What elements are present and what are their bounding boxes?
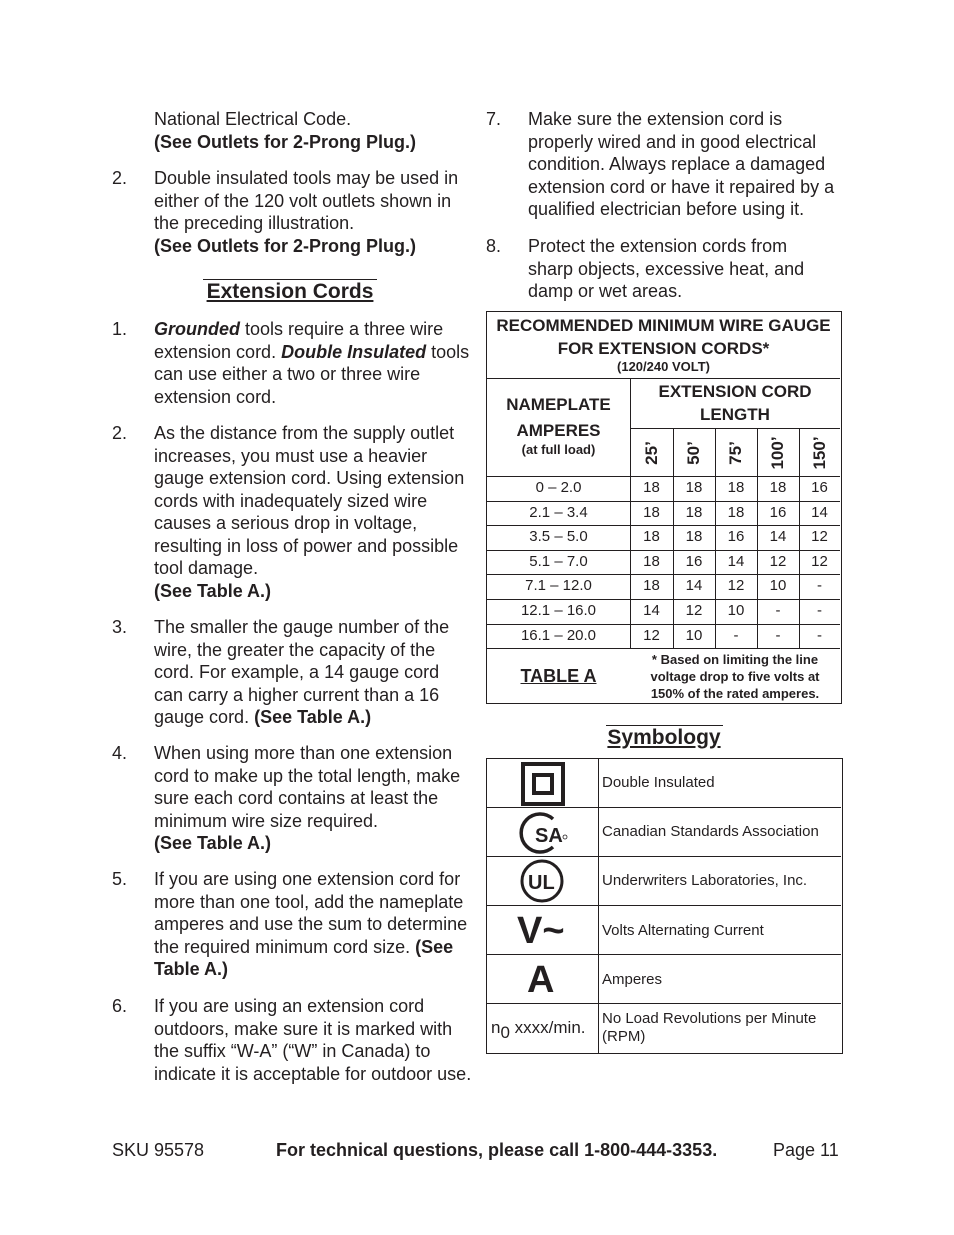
divider (487, 905, 841, 906)
table-amps-cell: 0 – 2.0 (535, 479, 582, 496)
double-insulated-icon (521, 762, 565, 806)
list-item: Make sure the extension cord is properly wired and in good electrical condition. Always replace a damaged extension cord or have it repaired by a qualified electrician before using it. (528, 109, 835, 219)
item-number: 8. (486, 236, 502, 256)
list-item (154, 167, 472, 257)
item-ref: (See Outlets for 2-Prong Plug.) (154, 235, 417, 256)
item-number: 3. (112, 617, 128, 637)
table-gauge-cell: - (775, 602, 781, 619)
list-item: If you are using an extension cord outdoors, make sure it is marked with the suffix “W-A” (“W” in Canada) to indicate it is acceptable for outdoor use. (154, 996, 472, 1084)
item-number: 6. (112, 996, 128, 1016)
table-footnote: * Based on limiting the line voltage drop to five volts at 150% of the rated amperes. (650, 652, 820, 701)
item-number: 1. (112, 319, 128, 339)
table-gauge-cell: 18 (685, 528, 703, 546)
item-text: tools require a three wire extension cord. (154, 319, 444, 362)
length-150: 150’ (810, 436, 829, 470)
list-item (154, 616, 472, 729)
item-text: If you are using one extension cord for more than one tool, add the nameplate amperes and use the sum to determine the required minimum cord size. (154, 869, 468, 957)
item-emphasis: Double Insulated (281, 341, 427, 362)
divider (487, 856, 841, 857)
table-gauge-cell: 10 (769, 577, 787, 595)
table-gauge-cell: - (817, 626, 822, 644)
table-subtitle: (120/240 VOLT) (617, 359, 710, 374)
symbology-heading: Symbology (607, 726, 721, 749)
table-amps-cell: 16.1 – 20.0 (520, 626, 597, 644)
table-gauge-cell: 14 (643, 602, 660, 619)
item-ref: (See Table A.) (254, 707, 372, 727)
table-gauge-cell: 12 (811, 552, 828, 570)
symbol-description: No Load Revolutions per Minute (RPM) (602, 1010, 817, 1045)
table-gauge-cell: 12 (727, 577, 745, 595)
no-load-rpm-icon (491, 1017, 586, 1044)
divider (598, 759, 599, 1053)
table-amps-cell: 12.1 – 16.0 (520, 602, 597, 619)
item-text: The smaller the gauge number of the wire, the greater the capacity of the cord. For example, a 14 gauge cord can carry a higher current than a 16 gauge cord. (154, 617, 450, 727)
extension-cords-heading: Extension Cords (206, 280, 374, 303)
divider (487, 624, 840, 625)
table-gauge-cell: 16 (811, 479, 828, 496)
nameplate-sub: (at full load) (521, 442, 596, 457)
divider (487, 378, 840, 379)
item-text: tools can use either a two or three wire extension cord. (154, 341, 470, 407)
table-amps-cell: 7.1 – 12.0 (525, 577, 592, 595)
divider (487, 648, 840, 649)
ul-letters: UL (528, 872, 555, 894)
table-gauge-cell: 18 (643, 528, 660, 546)
table-label: TABLE A (520, 666, 597, 686)
table-gauge-cell: 14 (769, 528, 787, 546)
item-number: 2. (112, 423, 128, 443)
rpm-rest: xxxx/min. (509, 1018, 586, 1037)
table-gauge-cell: 14 (727, 552, 745, 570)
table-gauge-cell: 12 (811, 528, 828, 546)
table-gauge-cell: - (733, 626, 739, 644)
table-gauge-cell: 14 (685, 577, 703, 595)
table-gauge-cell: 12 (685, 602, 703, 619)
list-item (154, 742, 472, 855)
table-gauge-cell: 18 (643, 479, 660, 496)
item-number: 7. (486, 109, 502, 129)
symbol-description: Amperes (602, 971, 663, 988)
table-gauge-cell: 18 (727, 479, 745, 496)
intro-line: National Electrical Code. (154, 109, 352, 129)
symbol-description: Canadian Standards Association (602, 823, 819, 840)
table-gauge-cell: 18 (727, 503, 745, 521)
intro-ref: (See Outlets for 2-Prong Plug.) (154, 132, 417, 152)
item-ref: (See Table A.) (154, 936, 454, 979)
length-label: EXTENSION CORD LENGTH (658, 382, 812, 424)
table-gauge-cell: 18 (685, 503, 703, 521)
table-a (486, 311, 842, 704)
item-ref: (See Table A.) (154, 833, 272, 853)
item-number: 2. (112, 168, 128, 188)
table-gauge-cell: - (775, 626, 781, 644)
csa-icon (519, 811, 569, 855)
table-amps-cell: 2.1 – 3.4 (529, 503, 588, 521)
length-25: 25’ (642, 441, 661, 465)
item-emphasis: Grounded (154, 319, 240, 339)
list-item (154, 318, 472, 408)
item-text: When using more than one extension cord to make up the total length, make sure each cord contains at least the minimum wire size required. (154, 743, 461, 831)
table-gauge-cell: 18 (643, 577, 660, 595)
footer-phone: For technical questions, please call 1-800-444-3353. (276, 1140, 718, 1160)
table-gauge-cell: - (817, 602, 822, 619)
table-gauge-cell: - (817, 577, 822, 595)
item-text: Double insulated tools may be used in either of the 120 volt outlets shown in the preceding illustration. (154, 168, 459, 233)
table-gauge-cell: 18 (769, 479, 787, 496)
table-gauge-cell: 12 (643, 626, 660, 644)
symbol-description: Double Insulated (602, 774, 715, 791)
item-ref: (See Table A.) (154, 580, 272, 601)
item-number: 4. (112, 743, 128, 763)
rpm-sub: 0 (500, 1023, 510, 1042)
list-item: Protect the extension cords from sharp objects, excessive heat, and damp or wet areas. (528, 236, 805, 301)
divider (487, 574, 840, 575)
table-gauge-cell: 16 (727, 528, 745, 546)
nameplate-label: NAMEPLATE AMPERES (506, 395, 611, 440)
item-number: 5. (112, 869, 128, 889)
list-item (154, 422, 472, 602)
footer-page: Page 11 (773, 1140, 839, 1160)
item-text: As the distance from the supply outlet increases, you must use a heavier gauge extension cord. Using extension cords with inadequately sized wire causes a serious drop in voltage, resulting in loss of power and possible tool damage. (154, 423, 465, 578)
footer-sku: SKU 95578 (112, 1140, 205, 1160)
divider (487, 807, 841, 808)
table-gauge-cell: 10 (685, 626, 703, 644)
table-gauge-cell: 16 (685, 552, 703, 570)
table-gauge-cell: 14 (811, 503, 828, 521)
table-gauge-cell: 18 (685, 479, 703, 496)
table-gauge-cell: 16 (769, 503, 787, 521)
volts-ac-icon: V~ (517, 910, 565, 952)
rpm-n: n (491, 1018, 501, 1037)
length-50: 50’ (684, 441, 703, 465)
list-item (154, 868, 472, 981)
divider (487, 550, 840, 551)
amperes-icon: A (527, 959, 555, 1001)
length-75: 75’ (726, 441, 745, 465)
table-gauge-cell: 10 (727, 602, 745, 619)
csa-letters: SA (535, 825, 563, 847)
divider (487, 599, 840, 600)
table-amps-cell: 3.5 – 5.0 (529, 528, 588, 546)
table-gauge-cell: 18 (643, 552, 660, 570)
symbol-description: Underwriters Laboratories, Inc. (602, 872, 808, 889)
symbol-description: Volts Alternating Current (602, 922, 764, 939)
table-gauge-cell: 18 (643, 503, 660, 521)
ul-icon (520, 859, 566, 903)
divider (487, 525, 840, 526)
length-100: 100’ (768, 436, 787, 470)
table-title: RECOMMENDED MINIMUM WIRE GAUGE FOR EXTENSION CORDS* (496, 316, 831, 358)
table-gauge-cell: 12 (769, 552, 787, 570)
divider (487, 501, 840, 502)
table-amps-cell: 5.1 – 7.0 (529, 552, 588, 570)
